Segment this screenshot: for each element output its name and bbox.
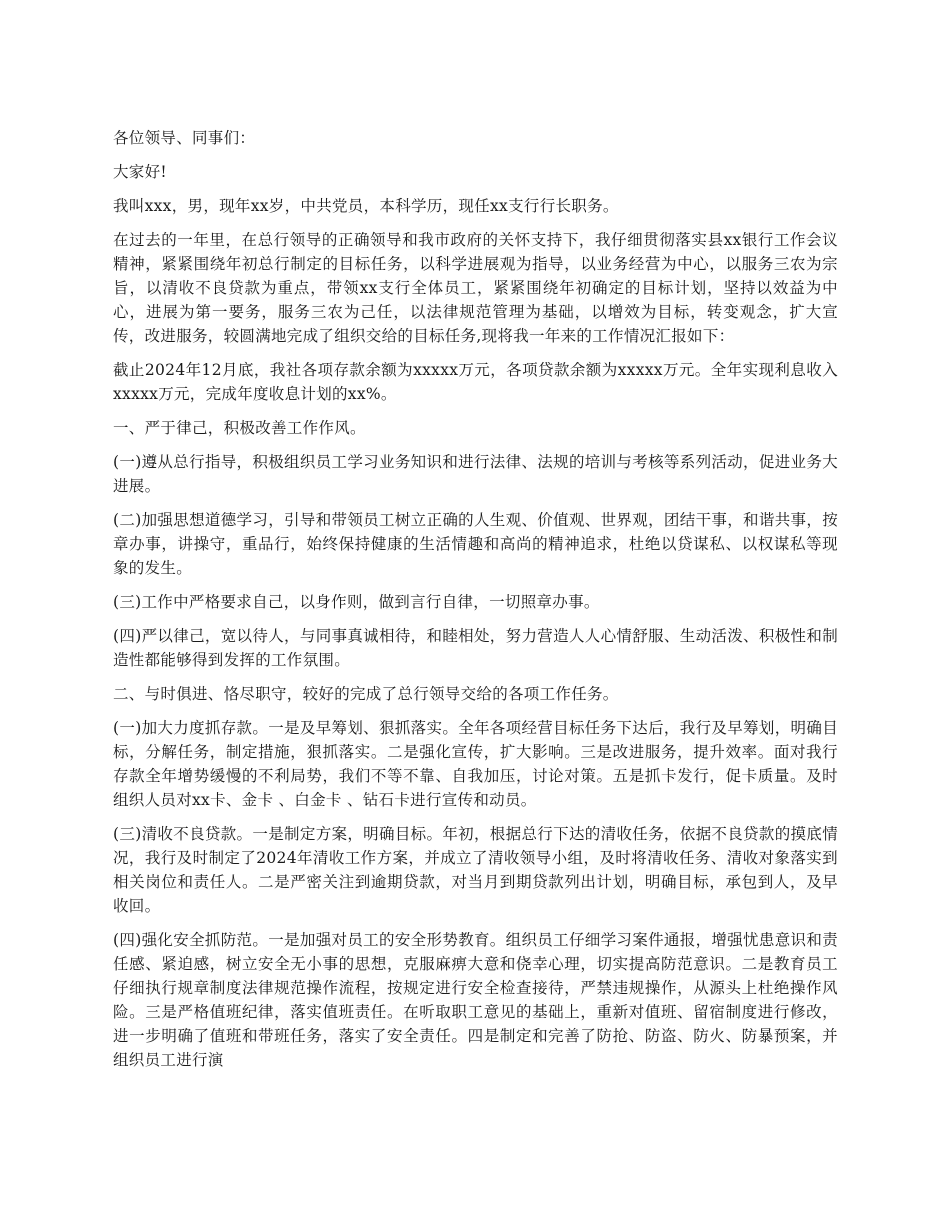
section-2-item-1: (一)加大力度抓存款。一是及早筹划、狠抓落实。全年各项经营目标任务下达后，我行及早筹划，明确目标，分解任务，制定措施，狠抓落实。二是强化宣传，扩大影响。三是改进服务，提升效率。面对我行存款全年增势缓慢的不利局势，我们不等不靠、自我加压，讨论对策。五是抓卡发行，促卡质量。及时组织人员对xx卡、金卡 、白金卡 、钻石卡进行宣传和动员。 — [113, 719, 838, 809]
overview-paragraph: 在过去的一年里，在总行领导的正确领导和我市政府的关怀支持下，我仔细贯彻落实县xx银行工作会议精神，紧紧围绕年初总行制定的目标任务，以科学进展观为指导，以业务经营为中心，以服务三农为宗旨，以清收不良贷款为重点，带领xx支行全体员工，紧紧围绕年初确定的目标计划，坚持以效益为中心，进展为第一要务，服务三农为己任，以法律规范管理为基础，以增效为目标，转变观念，扩大宣传，改进服务，较圆满地完成了组织交给的目标任务,现将我一年来的工作情况汇报如下： — [113, 231, 838, 345]
section-1-item-4: (四)严以律己，宽以待人，与同事真诚相待，和睦相处，努力营造人人心情舒服、生动活泼、积极性和制造性都能够得到发挥的工作氛围。 — [113, 627, 838, 669]
section-1-item-1: (一)遵从总行指导，积极组织员工学习业务知识和进行法律、法规的培训与考核等系列活动，促进业务大进展。 — [113, 453, 838, 495]
greeting: 大家好! — [113, 163, 167, 181]
section-2-item-4: (四)强化安全抓防范。一是加强对员工的安全形势教育。组织员工仔细学习案件通报，增强忧患意识和责任感、紧迫感，树立安全无小事的思想，克服麻痹大意和侥幸心理，切实提高防范意识。二是教育员工仔细执行规章制度法律规范操作流程，按规定进行安全检查接待，严禁违规操作，从源头上杜绝操作风险。三是严格值班纪律，落实值班责任。在听取职工意见的基础上，重新对值班、留宿制度进行修改，进一步明确了值班和带班任务，落实了安全责任。四是制定和完善了防抢、防盗、防火、防暴预案，并组织员工进行演 — [113, 931, 838, 1069]
figures-paragraph: 截止2024年12月底，我社各项存款余额为xxxxx万元，各项贷款余额为xxxxx万元。全年实现利息收入xxxxx万元，完成年度收息计划的xx%。 — [113, 361, 838, 403]
salutation: 各位领导、同事们： — [113, 129, 256, 147]
section-heading-2: 二、与时俱进、恪尽职守，较好的完成了总行领导交给的各项工作任务。 — [113, 685, 619, 703]
section-1-item-3: (三)工作中严格要求自己，以身作则，做到言行自律，一切照章办事。 — [113, 593, 600, 611]
section-heading-1: 一、严于律己，积极改善工作作风。 — [113, 419, 366, 437]
document-body — [113, 126, 838, 1082]
section-2-item-3: (三)清收不良贷款。一是制定方案，明确目标。年初，根据总行下达的清收任务，依据不良贷款的摸底情况，我行及时制定了2024年清收工作方案，并成立了清收领导小组，及时将清收任务、清收对象落实到相关岗位和责任人。二是严密关注到逾期贷款，对当月到期贷款列出计划，明确目标，承包到人，及早收回。 — [113, 825, 838, 915]
self-introduction: 我叫xxx，男，现年xx岁，中共党员，本科学历，现任xx支行行长职务。 — [113, 197, 619, 215]
section-1-item-2: (二)加强思想道德学习，引导和带领员工树立正确的人生观、价值观、世界观，团结干事，和谐共事，按章办事，讲操守，重品行，始终保持健康的生活情趣和高尚的精神追求，杜绝以贷谋私、以权谋私等现象的发生。 — [113, 511, 838, 577]
